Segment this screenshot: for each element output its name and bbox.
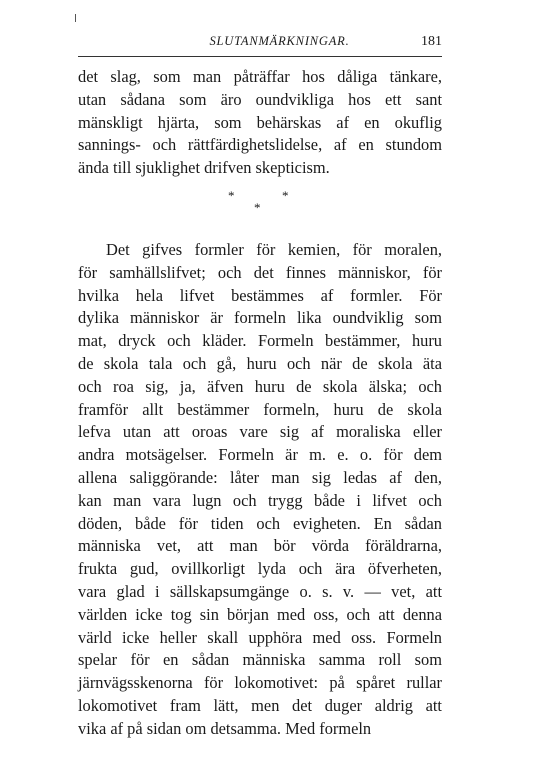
page-number: 181 [421,34,442,49]
text-line: ända till sjuklighet drifven skepticism. [78,158,330,178]
section-break-asterism [210,188,310,218]
text-line: frukta gud, ovillkorligt lyda och ära öfverheten, [78,559,442,579]
text-line: spelar för en sådan människa samma roll som [78,650,442,670]
header-rule [78,56,442,57]
text-line: mat, dryck och kläder. Formeln bestämmer, huru [78,331,442,351]
margin-tick-mark [75,14,76,22]
text-line: Det gifves formler för kemien, för moralen, [106,240,442,259]
text-line: och roa sig, ja, äfven huru de skola älska; och [78,376,442,396]
running-title: SLUTANMÄRKNINGAR. [209,34,350,48]
asterisk: * [282,188,289,203]
text-line: framför allt bestämmer formeln, huru de skola [78,399,442,419]
text-line: vara glad i sällskapsumgänge o. s. v. — vet, att [78,581,442,601]
text-line: lefva utan att oroas vare sig af moraliska eller [78,422,442,442]
text-line: järnvägsskenorna för lokomotivet: på spåret rullar [78,673,442,693]
running-head [78,34,442,50]
text-line: människa vet, att man bör vörda föräldrarna, [78,536,442,556]
text-line: dylika människor är formeln lika oundviklig som [78,308,442,328]
text-line: de skola tala och gå, huru och när de skola äta [78,353,442,373]
text-line: hvilka hela lifvet bestämmes af formler. För [78,285,442,305]
text-line: vika af på sidan om detsamma. Med formeln [78,718,372,738]
text-line: för samhällslifvet; och det finnes människor, för [78,262,442,282]
asterisk: * [228,188,235,203]
text-line: världen icke tog sin början med oss, och att denna [78,604,442,624]
text-line: utan sådana som äro oundvikliga hos ett sant [78,89,442,109]
text-line: sannings- och rättfärdighetslidelse, af en stundom [78,135,442,155]
asterisk: * [254,200,261,215]
text-line: andra motsägelser. Formeln är m. e. o. för dem [78,445,442,465]
text-line: kan man vara lugn och trygg både i lifvet och [78,490,442,510]
text-line: lokomotivet fram lätt, men det duger aldrig att [78,695,442,715]
text-line: allena saliggörande: låter man sig ledas af den, [78,467,442,487]
paragraph-formler [78,239,442,741]
paragraph-continued [78,66,442,180]
text-line: det slag, som man påträffar hos dåliga tänkare, [78,67,442,86]
text-line: döden, både för tiden och evigheten. En sådan [78,513,442,533]
text-line: värld icke heller skall upphöra med oss. Formeln [78,627,442,647]
text-line: mänskligt hjärta, som behärskas af en okuflig [78,112,442,132]
